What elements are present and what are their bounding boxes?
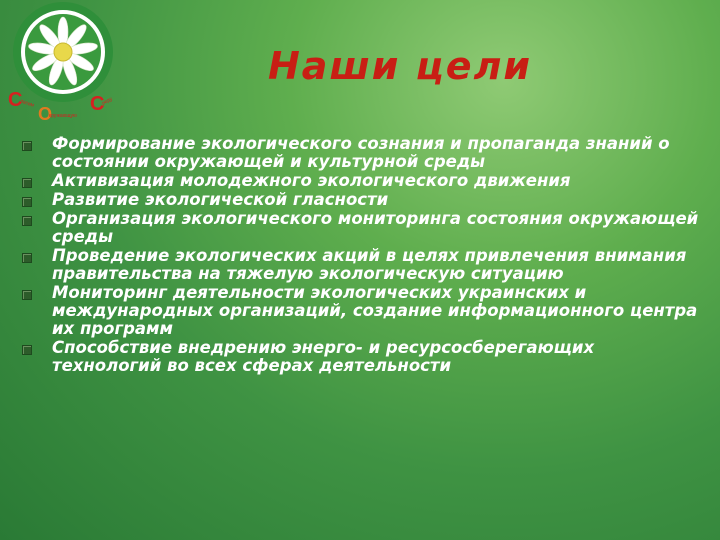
logo-letter-1: С [8,89,23,111]
square-bullet-icon [22,290,32,300]
square-bullet-icon [22,253,32,263]
square-bullet-icon [22,141,32,151]
logo-letter-3: С [90,93,105,115]
list-item [20,284,700,338]
logo-arc-text-2: кружающую [49,113,77,119]
list-item-text: Способствие внедрению энерго- и ресурсосберегающих технологий во всех сферах деятельности [52,338,595,375]
list-item-text: Формирование экологического сознания и пропаганда знаний о состоянии окружающей и культурной среды [52,134,670,171]
flower-center [54,43,72,61]
goals-list [20,135,700,376]
square-bullet-icon [22,178,32,188]
organization-logo [4,2,122,122]
list-item-text: Проведение экологических акций в целях привлечения внимания правительства на тяжелую экологическую ситуацию [52,246,687,283]
list-item-text: Мониторинг деятельности экологических украинских и международных организаций, создание информационного центра их программ [52,283,698,338]
list-item-text: Организация экологического мониторинга состояния окружающей среды [52,209,699,246]
square-bullet-icon [22,345,32,355]
square-bullet-icon [22,216,32,226]
logo-arc-text-1: пасем [19,98,35,109]
list-item [20,247,700,283]
square-bullet-icon [22,197,32,207]
list-item [20,172,700,190]
list-item [20,135,700,171]
logo-arc-text-3: реду [101,96,114,107]
list-item-text: Активизация молодежного экологического движения [52,171,571,190]
logo-letter-2: О [38,104,53,122]
list-item [20,339,700,375]
list-item-text: Развитие экологической гласности [52,190,389,209]
list-item [20,191,700,209]
list-item [20,210,700,246]
page-title: Наши цели [267,44,533,88]
